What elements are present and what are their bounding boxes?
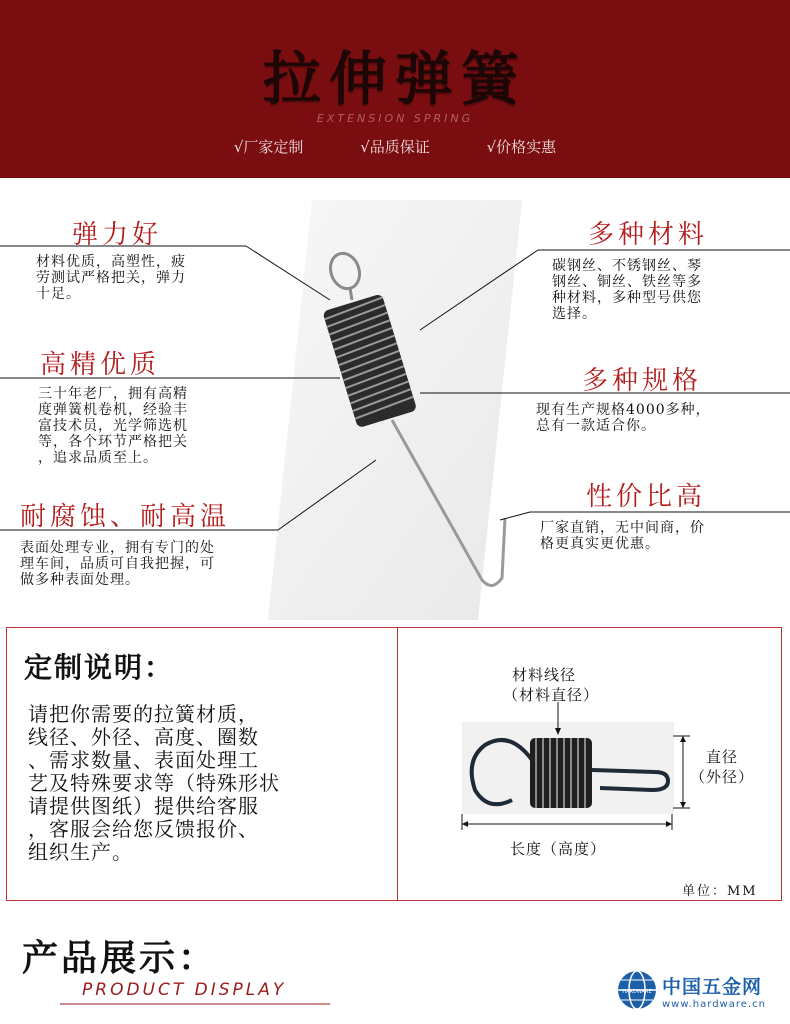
feature-specs-title: 多种规格 <box>582 366 703 396</box>
logo-url[interactable]: www.hardware.cn <box>662 999 766 1010</box>
outer-diameter-label-2: （外径） <box>690 768 755 786</box>
tag-quality: √品质保证 <box>360 138 430 156</box>
feature-quality-title: 高精优质 <box>40 350 161 380</box>
feature-value-title: 性价比高 <box>586 482 707 512</box>
page-subtitle: EXTENSION SPRING <box>316 112 474 125</box>
feature-value-desc: 厂家直销，无中间商，价 格更真实更优惠。 <box>540 520 705 552</box>
custom-instructions: 请把你需要的拉簧材质， 线径、外径、高度、圈数 、需求数量、表面处理工 艺及特殊要求等（特殊形状 请提供图纸）提供给客服 ，客服会给您反馈报价、 组织生产。 <box>28 702 280 864</box>
length-label: 长度（高度） <box>510 840 607 858</box>
feature-resistance-title: 耐腐蚀、耐高温 <box>20 502 231 532</box>
wire-diameter-label-2: （材料直径） <box>503 686 600 704</box>
feature-resistance-desc: 表面处理专业，拥有专门的处 理车间，品质可自我把握，可 做多种表面处理。 <box>20 540 215 588</box>
tag-price: √价格实惠 <box>486 138 557 156</box>
tag-custom: √厂家定制 <box>233 138 304 156</box>
feature-elasticity-desc: 材料优质，高塑性，疲 劳测试严格把关，弹力 十足。 <box>36 254 186 302</box>
feature-materials-title: 多种材料 <box>588 220 709 250</box>
feature-materials-desc: 碳钢丝、不锈钢丝、琴 钢丝、铜丝、铁丝等多 种材料，多种型号供您 选择。 <box>552 258 702 322</box>
logo-name[interactable]: 中国五金网 <box>662 976 763 998</box>
unit-label: 单位：MM <box>682 884 758 899</box>
custom-title: 定制说明： <box>24 651 175 684</box>
product-display-subtitle: PRODUCT DISPLAY <box>82 980 287 1000</box>
product-display-title: 产品展示： <box>22 938 218 979</box>
feature-specs-desc: 现有生产规格4000多种， 总有一款适合你。 <box>536 402 711 434</box>
outer-diameter-label: 直径 <box>706 748 739 766</box>
logo-badge-text: HARDWARE <box>622 989 652 995</box>
wire-diameter-label: 材料线径 <box>512 666 577 684</box>
page-title: 拉伸弹簧 <box>262 45 527 113</box>
feature-quality-desc: 三十年老厂，拥有高精 度弹簧机卷机，经验丰 富技术员，光学筛选机 等，各个环节严格把关 ，追求品质至上。 <box>38 386 188 466</box>
feature-elasticity-title: 弹力好 <box>72 220 163 250</box>
